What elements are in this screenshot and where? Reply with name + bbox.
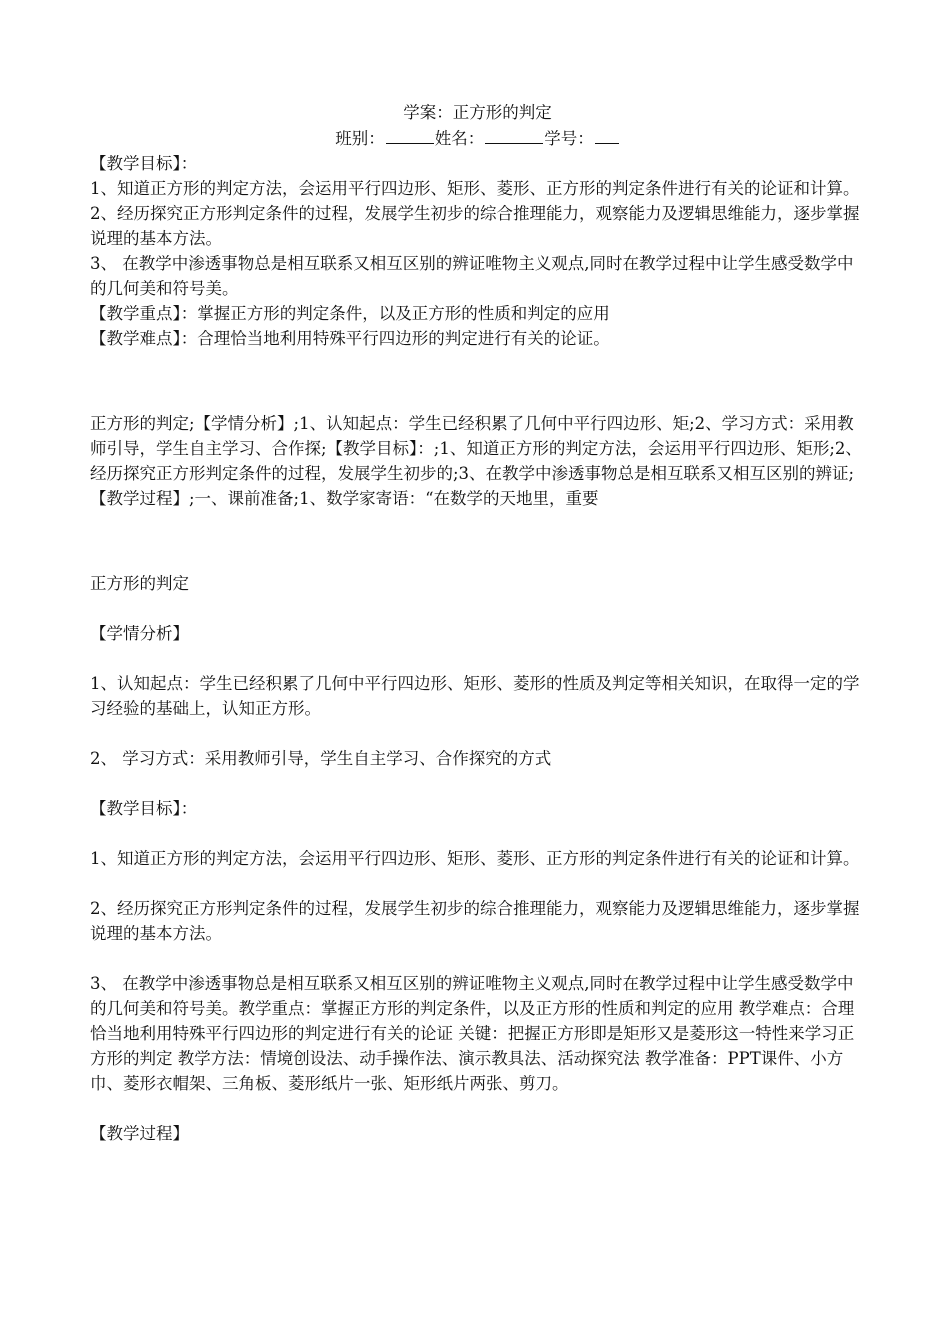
spacer	[90, 351, 865, 411]
analysis-2: 2、 学习方式：采用教师引导，学生自主学习、合作探究的方式	[90, 749, 552, 768]
class-label: 班别：	[335, 129, 385, 148]
goal-2: 2、经历探究正方形判定条件的过程，发展学生初步的综合推理能力，观察能力及逻辑思维能力，逐步掌握说理的基本方法。	[90, 204, 860, 248]
document-page	[90, 100, 865, 1146]
spacer	[90, 871, 865, 896]
summary-paragraph: 正方形的判定;【学情分析】;1、认知起点：学生已经积累了几何中平行四边形、矩;2、学习方式：采用教师引导，学生自主学习、合作探;【教学目标】：;1、知道正方形的判定方法，会运用平行四边形、矩形;2、经历探究正方形判定条件的过程，发展学生初步的;3、在教学中渗透事物总是相互联系又相互区别的辨证;【教学过程】;一、课前准备;1、数学家寄语：“在数学的天地里，重要	[90, 414, 862, 508]
difficulty-point: 【教学难点】：合理恰当地利用特殊平行四边形的判定进行有关的论证。	[90, 329, 610, 348]
process-heading: 【教学过程】	[90, 1124, 189, 1143]
section-title: 正方形的判定	[90, 574, 189, 593]
number-label: 学号：	[544, 129, 594, 148]
document-title: 学案：正方形的判定	[403, 103, 552, 122]
student-info-line	[90, 125, 865, 151]
spacer	[90, 821, 865, 846]
spacer	[90, 771, 865, 796]
name-blank[interactable]	[485, 125, 543, 144]
goals-heading: 【教学目标】：	[90, 154, 198, 173]
spacer	[90, 1096, 865, 1121]
goal-1-repeat: 1、知道正方形的判定方法，会运用平行四边形、矩形、菱形、正方形的判定条件进行有关的论证和计算。	[90, 849, 860, 868]
spacer	[90, 596, 865, 621]
spacer	[90, 646, 865, 671]
key-point: 【教学重点】：掌握正方形的判定条件，以及正方形的性质和判定的应用	[90, 304, 610, 323]
analysis-1: 1、认知起点：学生已经积累了几何中平行四边形、矩形、菱形的性质及判定等相关知识，在取得一定的学习经验的基础上，认知正方形。	[90, 674, 860, 718]
spacer	[90, 511, 865, 571]
analysis-heading: 【学情分析】	[90, 624, 189, 643]
class-blank[interactable]	[386, 125, 434, 144]
goal-2-repeat: 2、经历探究正方形判定条件的过程，发展学生初步的综合推理能力，观察能力及逻辑思维能力，逐步掌握说理的基本方法。	[90, 899, 860, 943]
spacer	[90, 721, 865, 746]
spacer	[90, 946, 865, 971]
number-blank[interactable]	[595, 125, 619, 144]
goals-heading-2: 【教学目标】：	[90, 799, 198, 818]
goal-1: 1、知道正方形的判定方法，会运用平行四边形、矩形、菱形、正方形的判定条件进行有关的论证和计算。	[90, 179, 860, 198]
name-label: 姓名：	[434, 129, 485, 148]
goal-3: 3、 在教学中渗透事物总是相互联系又相互区别的辨证唯物主义观点,同时在教学过程中让学生感受数学中的几何美和符号美。	[90, 254, 854, 298]
goal-3-repeat: 3、 在教学中渗透事物总是相互联系又相互区别的辨证唯物主义观点,同时在教学过程中让学生感受数学中的几何美和符号美。教学重点：掌握正方形的判定条件，以及正方形的性质和判定的应用 教学难点：合理恰当地利用特殊平行四边形的判定进行有关的论证 关键：把握正方形即是矩形又是菱形这一特性来学习正方形的判定 教学方法：情境创设法、动手操作法、演示教具法、活动探究法 教学准备：PPT课件、小方巾、菱形衣帽架、三角板、菱形纸片一张、矩形纸片两张、剪刀。	[90, 974, 855, 1093]
